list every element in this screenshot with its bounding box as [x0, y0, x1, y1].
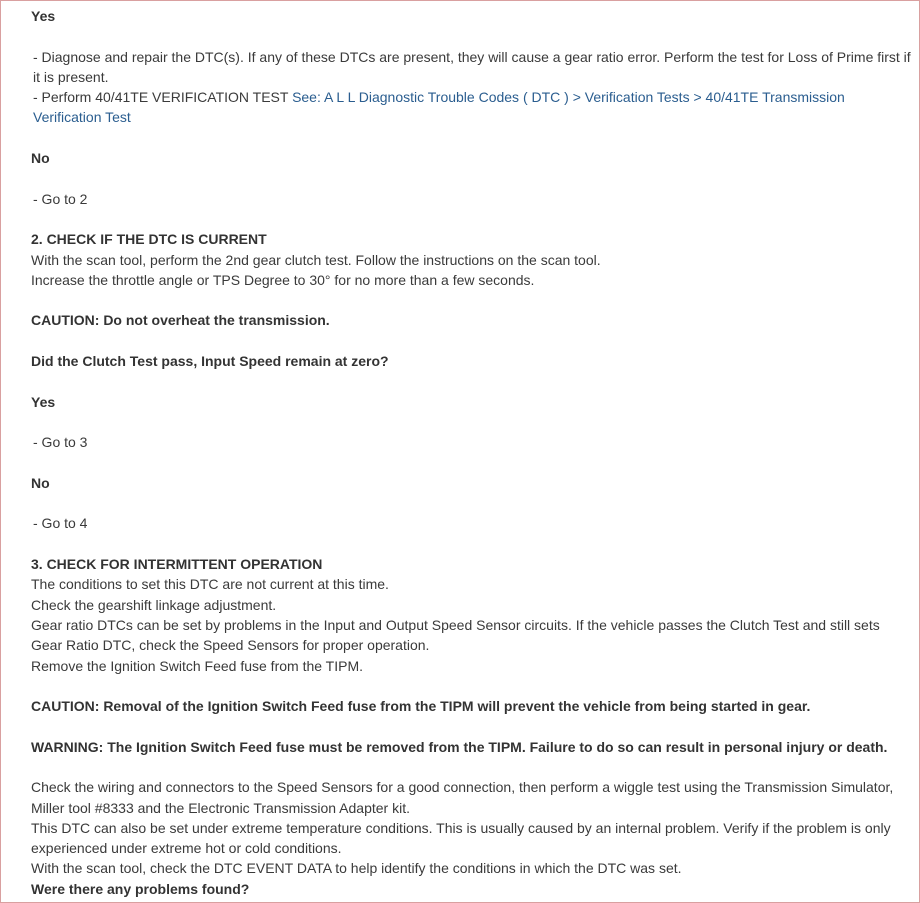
spacer — [31, 26, 911, 46]
spacer — [31, 209, 911, 229]
document-content — [31, 6, 911, 899]
step-3-caution: CAUTION: Removal of the Ignition Switch Feed fuse from the TIPM will prevent the vehicle from being started in gear. — [31, 698, 811, 715]
answer-no-heading: No — [31, 474, 50, 491]
step-3-line-6: This DTC can also be set under extreme temperature conditions. This is usually caused by an internal problem. Verify if the problem is only experienced under extreme hot or cold conditions. — [31, 819, 891, 857]
spacer — [31, 290, 911, 310]
step-3-line-2: Check the gearshift linkage adjustment. — [31, 596, 277, 613]
spacer — [31, 757, 911, 777]
spacer — [31, 412, 911, 432]
step-3-line-7: With the scan tool, check the DTC EVENT DATA to help identify the conditions in which the DTC was set. — [31, 860, 682, 877]
step-2-instruction-2: Increase the throttle angle or TPS Degree to 30° for no more than a few seconds. — [31, 271, 535, 288]
bullet-go-to-3: - Go to 3 — [33, 434, 88, 451]
bullet-go-to-2: - Go to 2 — [33, 190, 88, 207]
spacer — [31, 534, 911, 554]
step-3-title: 3. CHECK FOR INTERMITTENT OPERATION — [31, 556, 323, 573]
step-2-title: 2. CHECK IF THE DTC IS CURRENT — [31, 231, 267, 248]
spacer — [31, 331, 911, 351]
step-3-line-1: The conditions to set this DTC are not current at this time. — [31, 576, 389, 593]
answer-yes-heading: Yes — [31, 8, 56, 24]
step-2-question: Did the Clutch Test pass, Input Speed remain at zero? — [31, 353, 389, 370]
spacer — [31, 493, 911, 513]
step-2-instruction-1: With the scan tool, perform the 2nd gear clutch test. Follow the instructions on the scan tool. — [31, 251, 601, 268]
bullet-diagnose-repair: - Diagnose and repair the DTC(s). If any of these DTCs are present, they will cause a gear ratio error. Perform the test for Loss of Prime first if it is present. — [33, 48, 911, 85]
answer-no-heading: No — [31, 150, 50, 167]
spacer — [31, 371, 911, 391]
spacer — [31, 168, 911, 188]
spacer — [31, 453, 911, 473]
step-3-line-5: Check the wiring and connectors to the Speed Sensors for a good connection, then perform a wiggle test using the Transmission Simulator, Miller tool #8333 and the Electronic Transmission Adapter kit. — [31, 779, 894, 816]
bullet-go-to-4: - Go to 4 — [33, 515, 88, 532]
spacer — [31, 128, 911, 148]
step-3-line-4: Remove the Ignition Switch Feed fuse from the TIPM. — [31, 657, 364, 674]
answer-yes-heading: Yes — [31, 393, 56, 410]
verification-test-link[interactable]: See: A L L Diagnostic Trouble Codes ( DTC ) > Verification Tests > 40/41TE Transmission Verification Test — [33, 89, 845, 126]
spacer — [31, 676, 911, 696]
step-3-line-3: Gear ratio DTCs can be set by problems in the Input and Output Speed Sensor circuits. If the vehicle passes the Clutch Test and still sets Gear Ratio DTC, check the Speed Sensors for proper operation. — [31, 616, 880, 654]
bullet-verification-test — [31, 87, 911, 128]
step-3-warning: WARNING: The Ignition Switch Feed fuse must be removed from the TIPM. Failure to do so can result in personal injury or death. — [31, 738, 888, 755]
step-2-caution: CAUTION: Do not overheat the transmission. — [31, 312, 330, 329]
step-3-question: Were there any problems found? — [31, 880, 250, 897]
spacer — [31, 716, 911, 736]
bullet-verification-text: - Perform 40/41TE VERIFICATION TEST — [33, 89, 293, 106]
